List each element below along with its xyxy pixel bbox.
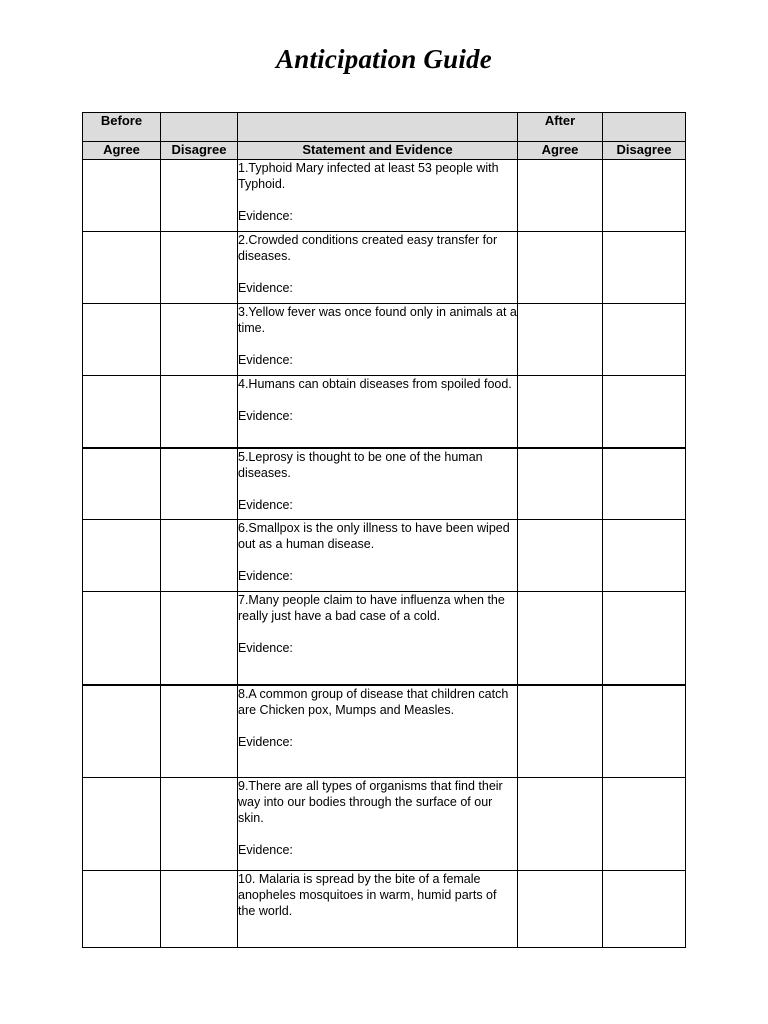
statement-text: 8.A common group of disease that children catch are Chicken pox, Mumps and Measles. [238,686,509,717]
after-agree-cell[interactable] [518,448,603,520]
evidence-label: Evidence: [238,641,293,655]
statement-text: 6.Smallpox is the only illness to have been wiped out as a human disease. [238,521,510,551]
evidence-label: Evidence: [238,497,293,512]
evidence-label: Evidence: [238,353,293,367]
header-after: After [518,113,603,142]
after-agree-cell[interactable] [518,232,603,304]
after-agree-cell[interactable] [518,778,603,871]
before-agree-cell[interactable] [83,520,161,592]
before-disagree-cell[interactable] [161,685,238,778]
table-row [83,520,686,592]
evidence-label: Evidence: [238,409,293,423]
evidence-label: Evidence: [238,281,293,295]
after-disagree-cell[interactable] [603,592,686,685]
statement-text: 7.Many people claim to have influenza when the really just have a bad case of a cold. [238,593,505,623]
after-agree-cell[interactable] [518,160,603,232]
before-agree-cell[interactable] [83,448,161,520]
statement-text: 10. Malaria is spread by the bite of a female anopheles mosquitoes in warm, humid parts of the world. [238,872,497,918]
statement-cell [238,232,518,304]
table-row [83,304,686,376]
before-disagree-cell[interactable] [161,778,238,871]
table-row [83,160,686,232]
after-agree-cell[interactable] [518,592,603,685]
table-row [83,778,686,871]
before-disagree-cell[interactable] [161,520,238,592]
header-blank-1 [161,113,238,142]
after-disagree-cell[interactable] [603,778,686,871]
header-row-bottom [83,142,686,160]
table-row [83,592,686,685]
after-disagree-cell[interactable] [603,520,686,592]
statement-text: 3.Yellow fever was once found only in animals at a time. [238,305,517,335]
anticipation-guide-table [82,112,686,948]
statement-cell [238,778,518,871]
before-disagree-cell[interactable] [161,592,238,685]
before-agree-cell[interactable] [83,160,161,232]
after-disagree-cell[interactable] [603,160,686,232]
after-agree-cell[interactable] [518,685,603,778]
statement-cell [238,376,518,448]
header-agree-after: Agree [518,142,603,160]
header-statement: Statement and Evidence [238,142,518,160]
statement-cell [238,871,518,948]
before-agree-cell[interactable] [83,592,161,685]
statement-cell [238,592,518,685]
statement-text: 2.Crowded conditions created easy transfer for diseases. [238,233,498,263]
header-agree-before: Agree [83,142,161,160]
statement-text: 4.Humans can obtain diseases from spoiled food. [238,377,512,391]
evidence-label: Evidence: [238,734,293,749]
after-disagree-cell[interactable] [603,448,686,520]
statement-cell [238,448,518,520]
table-row [83,376,686,448]
after-disagree-cell[interactable] [603,685,686,778]
before-agree-cell[interactable] [83,304,161,376]
statement-cell [238,685,518,778]
table-row [83,685,686,778]
before-disagree-cell[interactable] [161,448,238,520]
header-disagree-before: Disagree [161,142,238,160]
after-disagree-cell[interactable] [603,871,686,948]
statement-text: 9.There are all types of organisms that find their way into our bodies through the surface of our skin. [238,779,503,825]
header-before: Before [83,113,161,142]
before-disagree-cell[interactable] [161,160,238,232]
after-disagree-cell[interactable] [603,232,686,304]
table-row [83,448,686,520]
before-agree-cell[interactable] [83,232,161,304]
before-agree-cell[interactable] [83,778,161,871]
statement-text: 5.Leprosy is thought to be one of the human diseases. [238,449,483,480]
statement-cell [238,304,518,376]
header-row-top [83,113,686,142]
before-disagree-cell[interactable] [161,304,238,376]
header-blank-mid [238,113,518,142]
statement-cell [238,160,518,232]
table-row [83,871,686,948]
table-row [83,232,686,304]
evidence-label: Evidence: [238,843,293,857]
evidence-label: Evidence: [238,569,293,583]
statement-cell [238,520,518,592]
before-agree-cell[interactable] [83,871,161,948]
after-disagree-cell[interactable] [603,376,686,448]
evidence-label: Evidence: [238,209,293,223]
after-agree-cell[interactable] [518,520,603,592]
before-agree-cell[interactable] [83,685,161,778]
after-agree-cell[interactable] [518,871,603,948]
before-disagree-cell[interactable] [161,871,238,948]
before-disagree-cell[interactable] [161,232,238,304]
before-agree-cell[interactable] [83,376,161,448]
after-agree-cell[interactable] [518,304,603,376]
after-disagree-cell[interactable] [603,304,686,376]
statement-text: 1.Typhoid Mary infected at least 53 people with Typhoid. [238,161,499,191]
header-blank-2 [603,113,686,142]
page-title: Anticipation Guide [276,44,492,74]
after-agree-cell[interactable] [518,376,603,448]
header-disagree-after: Disagree [603,142,686,160]
before-disagree-cell[interactable] [161,376,238,448]
